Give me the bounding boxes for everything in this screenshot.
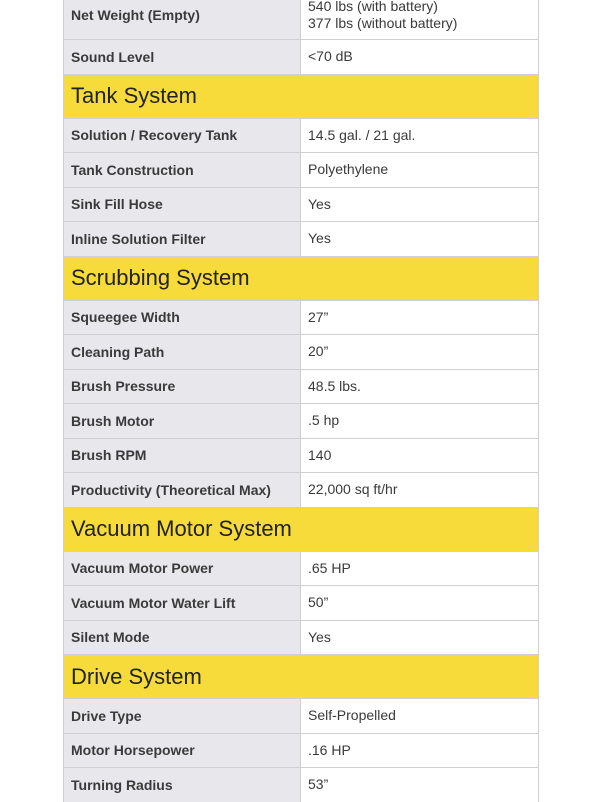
spec-row (64, 551, 538, 586)
spec-row (64, 187, 538, 222)
section-heading-scrubbing-system: Scrubbing System (64, 256, 538, 300)
spec-label: Solution / Recovery Tank (64, 119, 301, 153)
spec-label: Sink Fill Hose (64, 188, 301, 222)
spec-row (64, 472, 538, 507)
spec-row (64, 152, 538, 187)
spec-row (64, 698, 538, 733)
spec-value: 50” (301, 586, 538, 620)
spec-label: Turning Radius (64, 768, 301, 802)
section-heading-tank-system: Tank System (64, 74, 538, 118)
spec-row (64, 733, 538, 768)
spec-value: <70 dB (301, 40, 538, 74)
spec-row (64, 438, 538, 473)
section-heading-drive-system: Drive System (64, 654, 538, 698)
spec-label: Sound Level (64, 40, 301, 74)
spec-row (64, 118, 538, 153)
spec-value: 48.5 lbs. (301, 370, 538, 404)
spec-value-line: 377 lbs (without battery) (308, 15, 458, 31)
spec-value: .65 HP (301, 552, 538, 586)
spec-value: Polyethylene (301, 153, 538, 187)
spec-row (64, 403, 538, 438)
spec-label: Net Weight (Empty) (64, 0, 301, 39)
spec-row-sound-level (64, 39, 538, 74)
spec-label: Inline Solution Filter (64, 222, 301, 256)
spec-value: .16 HP (301, 734, 538, 768)
spec-label: Brush Pressure (64, 370, 301, 404)
spec-row (64, 334, 538, 369)
spec-row (64, 369, 538, 404)
spec-value: 22,000 sq ft/hr (301, 473, 538, 507)
spec-value: Self-Propelled (301, 699, 538, 733)
spec-row (64, 585, 538, 620)
spec-value: .5 hp (301, 404, 538, 438)
spec-label: Squeegee Width (64, 301, 301, 335)
spec-label: Vacuum Motor Water Lift (64, 586, 301, 620)
spec-row (64, 221, 538, 256)
spec-label: Motor Horsepower (64, 734, 301, 768)
spec-value: Yes (301, 222, 538, 256)
spec-row (64, 620, 538, 655)
spec-value: 20” (301, 335, 538, 369)
spec-label: Cleaning Path (64, 335, 301, 369)
spec-label: Silent Mode (64, 621, 301, 655)
spec-row (64, 300, 538, 335)
spec-label: Productivity (Theoretical Max) (64, 473, 301, 507)
spec-label: Vacuum Motor Power (64, 552, 301, 586)
spec-value: Yes (301, 621, 538, 655)
spec-table (63, 0, 539, 802)
spec-value: 140 (301, 439, 538, 473)
spec-label: Brush RPM (64, 439, 301, 473)
section-heading-vacuum-motor-system: Vacuum Motor System (64, 507, 538, 551)
spec-value: 27” (301, 301, 538, 335)
spec-value: 14.5 gal. / 21 gal. (301, 119, 538, 153)
spec-row (64, 767, 538, 802)
spec-label: Tank Construction (64, 153, 301, 187)
spec-label: Brush Motor (64, 404, 301, 438)
spec-label: Drive Type (64, 699, 301, 733)
spec-value: Yes (301, 188, 538, 222)
spec-value: 53” (301, 768, 538, 802)
spec-row-net-weight (64, 0, 538, 39)
spec-value (301, 0, 538, 39)
spec-value-line: 540 lbs (with battery) (308, 0, 438, 14)
